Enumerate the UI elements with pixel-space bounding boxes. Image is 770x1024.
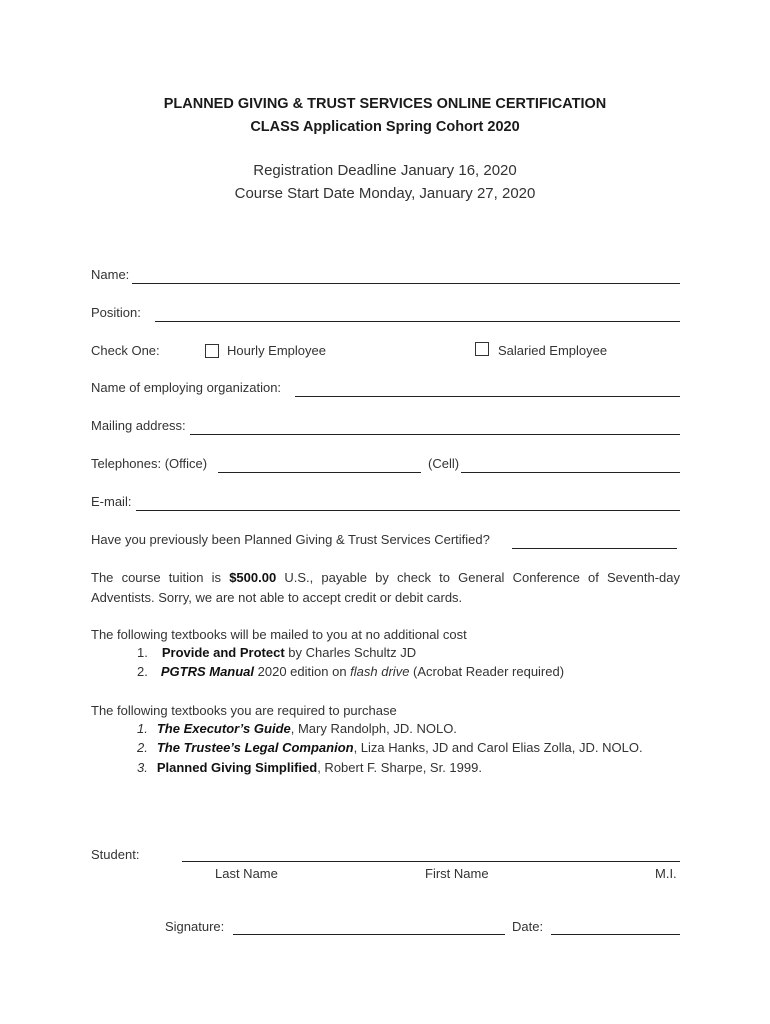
list-number: 1. [137, 645, 148, 660]
cell-phone-input[interactable] [461, 457, 680, 473]
list-number: 1. [137, 721, 148, 736]
mailing-address-label: Mailing address: [91, 418, 186, 433]
tuition-paragraph [91, 568, 680, 608]
book-details: , Mary Randolph, JD. NOLO. [290, 721, 457, 736]
date-input[interactable] [551, 919, 680, 935]
form-title-line-1: PLANNED GIVING & TRUST SERVICES ONLINE CERTIFICATION [163, 96, 607, 112]
salaried-employee-checkbox[interactable] [475, 342, 489, 356]
student-name-input[interactable] [182, 846, 680, 862]
purchase-book-item [137, 740, 643, 755]
office-phone-input[interactable] [218, 457, 421, 473]
name-row [91, 267, 679, 287]
book-title: Planned Giving Simplified [156, 760, 318, 775]
book-details: , Robert F. Sharpe, Sr. 1999. [317, 760, 482, 775]
book-details: , Liza Hanks, JD and Carol Elias Zolla, JD. NOLO. [353, 740, 643, 755]
name-input[interactable] [132, 268, 680, 284]
tuition-text-after: U.S., payable by check to General Conference of Seventh-day Adventists. Sorry, we are not able to accept credit or debit cards. [91, 570, 680, 605]
position-input[interactable] [155, 306, 680, 322]
list-number: 3. [137, 760, 148, 775]
mailing-address-row [91, 418, 679, 438]
check-one-label: Check One: [91, 343, 160, 358]
name-label: Name: [91, 267, 130, 282]
organization-row [91, 380, 679, 400]
mailing-address-input[interactable] [190, 419, 680, 435]
office-phone-label: Telephones: (Office) [91, 456, 208, 471]
signature-input[interactable] [233, 919, 505, 935]
certified-question-row [91, 532, 679, 552]
organization-input[interactable] [295, 381, 680, 397]
email-input[interactable] [136, 495, 680, 511]
book-title: PGTRS Manual [160, 664, 255, 679]
list-number: 2. [137, 740, 148, 755]
purchase-books-intro: The following textbooks you are required to purchase [91, 703, 397, 718]
position-row [91, 305, 679, 325]
tuition-amount: $500.00 [229, 570, 277, 585]
purchase-book-item [137, 721, 457, 736]
book-format: flash drive [350, 664, 410, 679]
book-requirement: (Acrobat Reader required) [409, 664, 565, 679]
certified-answer-input[interactable] [512, 533, 677, 549]
registration-deadline: Registration Deadline January 16, 2020 [253, 162, 517, 179]
hourly-employee-checkbox[interactable] [205, 344, 219, 358]
employment-type-row [91, 343, 679, 363]
cell-phone-label: (Cell) [428, 456, 460, 471]
form-title-line-2: CLASS Application Spring Cohort 2020 [250, 119, 520, 135]
book-details: by Charles Schultz JD [284, 645, 417, 660]
book-title: The Executor’s Guide [156, 721, 291, 736]
student-label: Student: [91, 847, 140, 862]
email-label: E-mail: [91, 494, 132, 509]
first-name-caption: First Name [425, 866, 489, 881]
position-label: Position: [91, 305, 141, 320]
organization-label: Name of employing organization: [91, 380, 282, 395]
mailed-books-intro: The following textbooks will be mailed to you at no additional cost [91, 627, 467, 642]
tuition-text-before: The course tuition is [91, 570, 230, 585]
list-number: 2. [137, 664, 148, 679]
course-start-date: Course Start Date Monday, January 27, 2020 [234, 185, 536, 202]
book-title: Provide and Protect [161, 645, 285, 660]
signature-label: Signature: [165, 919, 225, 934]
mailed-book-item [137, 645, 416, 660]
certified-question: Have you previously been Planned Giving & Trust Services Certified? [91, 532, 490, 547]
purchase-book-item [137, 760, 482, 775]
middle-initial-caption: M.I. [655, 866, 677, 881]
email-row [91, 494, 679, 514]
hourly-employee-label: Hourly Employee [227, 343, 326, 358]
last-name-caption: Last Name [215, 866, 278, 881]
mailed-book-item [137, 664, 564, 679]
book-details: 2020 edition on [254, 664, 351, 679]
book-title: The Trustee’s Legal Companion [156, 740, 354, 755]
telephones-row [91, 456, 679, 476]
date-label: Date: [512, 919, 544, 934]
salaried-employee-label: Salaried Employee [498, 343, 608, 358]
